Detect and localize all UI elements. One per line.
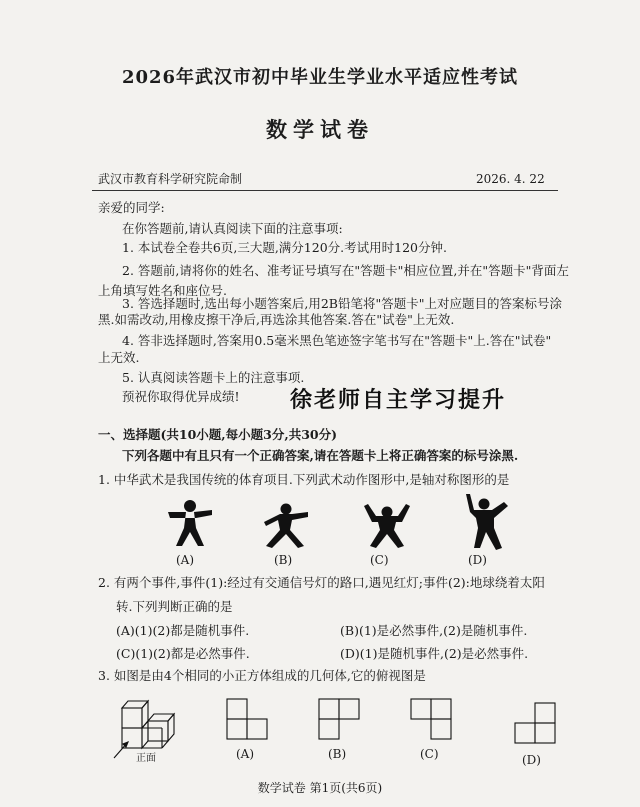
q2-option-c: (C)(1)(2)都是必然事件. [116,646,250,661]
question-1-text: 1. 中华武术是我国传统的体育项目.下列武术动作图形中,是轴对称图形的是 [98,472,510,487]
notice-item-2-line-1: 2. 答题前,请将你的姓名、准考证号填写在"答题卡"相应位置,并在"答题卡"背面左 [122,263,569,278]
q3-option-a-figure [226,698,270,742]
question-2-line-2: 转.下列判断正确的是 [116,599,233,614]
q3-option-b-figure [318,698,362,742]
q3-option-b-label: (B) [328,747,347,761]
martial-figure-a-icon [160,498,224,550]
notice-item-2-line-2: 上角填写姓名和座位号. [98,283,227,298]
q3-option-c-label: (C) [420,747,439,761]
greeting: 亲爱的同学: [98,200,165,215]
front-view-label: 正面 [136,753,156,764]
notice-item-4-line-1: 4. 答非选择题时,答案用0.5毫米黑色笔迹签字笔书写在"答题卡"上.答在"试卷" [122,333,552,348]
q2-option-a: (A)(1)(2)都是随机事件. [116,623,250,638]
issuer: 武汉市教育科学研究院命制 [98,172,243,186]
page-footer: 数学试卷 第1页(共6页) [257,781,383,795]
question-2-line-1: 2. 有两个事件,事件(1):经过有交通信号灯的路口,遇见红灯;事件(2):地球绕着太阳 [98,575,545,590]
q1-option-b-label: (B) [274,553,293,567]
q2-option-d: (D)(1)是随机事件,(2)是必然事件. [340,646,529,661]
notice-item-1: 1. 本试卷全卷共6页,三大题,满分120分.考试用时120分钟. [122,240,447,255]
watermark-text: 徐老师自主学习提升 [290,388,507,413]
header-rule [92,190,558,191]
notice-item-3-line-2: 黑.如需改动,用橡皮擦干净后,再选涂其他答案.答在"试卷"上无效. [98,312,455,327]
paper-subtitle: 数学试卷 [266,117,374,142]
exam-date: 2026. 4. 22 [476,172,545,186]
q3-option-a-label: (A) [236,747,255,761]
martial-figure-d-icon [460,492,512,552]
good-luck-wish: 预祝你取得优异成绩! [122,389,240,404]
question-3-text: 3. 如图是由4个相同的小正方体组成的几何体,它的俯视图是 [98,668,426,683]
notice-item-5: 5. 认真阅读答题卡上的注意事项. [122,370,305,385]
q3-option-c-figure [410,698,454,742]
notice-item-4-line-2: 上无效. [98,350,140,365]
q3-option-d-label: (D) [522,753,541,767]
martial-figure-b-icon [258,502,318,550]
q1-option-d-label: (D) [468,553,487,567]
q3-option-d-figure [512,702,558,750]
q1-option-c-label: (C) [370,553,389,567]
section-1-heading: 一、选择题(共10小题,每小题3分,共30分) [98,427,338,442]
section-1-instruction: 下列各题中有且只有一个正确答案,请在答题卡上将正确答案的标号涂黑. [122,448,519,463]
notice-intro: 在你答题前,请认真阅读下面的注意事项: [122,221,343,236]
exam-title: 2026年武汉市初中毕业生学业水平适应性考试 [121,67,519,88]
q2-option-b: (B)(1)是必然事件,(2)是随机事件. [340,623,528,638]
martial-figure-c-icon [360,500,414,550]
q1-option-a-label: (A) [176,553,195,567]
notice-item-3-line-1: 3. 答选择题时,选出每小题答案后,用2B铅笔将"答题卡"上对应题目的答案标号涂 [122,296,562,311]
